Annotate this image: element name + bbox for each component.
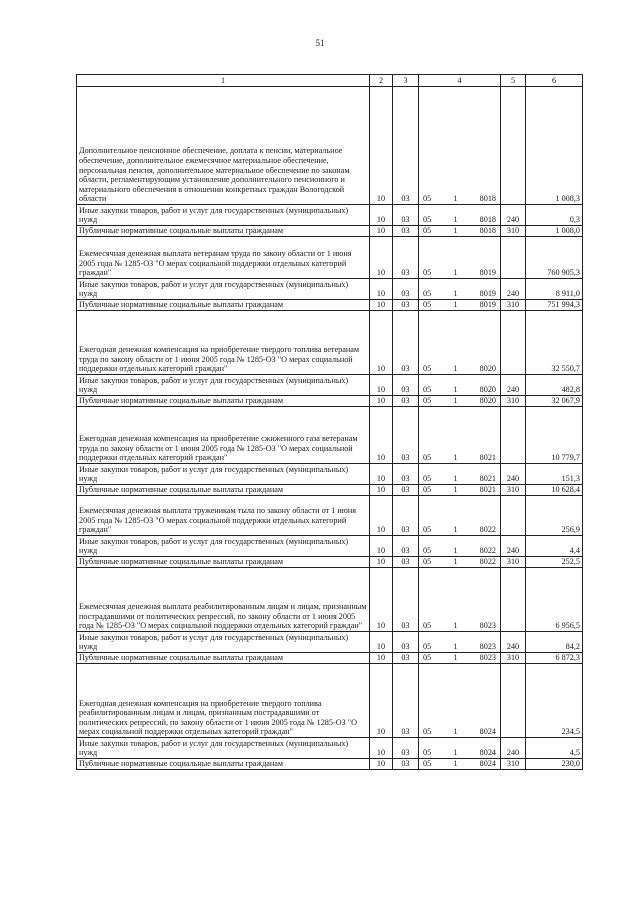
column-header: 5 [501,75,526,87]
row-subsection: 03 [393,407,419,464]
row-section: 10 [370,632,393,653]
article-code-part: 8024 [479,759,496,769]
article-code-part: 05 [423,474,432,484]
article-code-part: 1 [453,396,458,406]
row-article [419,536,501,557]
article-code-part: 1 [453,621,458,631]
row-section: 10 [370,311,393,375]
row-subsection: 03 [393,205,419,226]
row-expense-type [501,237,526,279]
row-name: Ежемесячная денежная выплата труженикам тыла по закону области от 1 июня 2005 года № 1285-ОЗ "О мерах социальной поддержки отдельных категорий граждан" [77,496,370,536]
row-amount: 84,2 [526,632,583,653]
article-code-part: 05 [423,485,432,495]
row-amount: 151,3 [526,464,583,485]
row-expense-type [501,87,526,205]
row-section: 10 [370,226,393,237]
row-expense-type: 240 [501,632,526,653]
row-expense-type: 240 [501,375,526,396]
row-article [419,87,501,205]
article-code-part: 8020 [479,385,496,395]
row-amount: 4,5 [526,738,583,759]
row-expense-type: 310 [501,759,526,770]
article-code-part: 05 [423,385,432,395]
table-row [77,87,583,205]
article-code-part: 05 [423,215,432,225]
table-row [77,485,583,496]
row-name: Иные закупки товаров, работ и услуг для государственных (муниципальных) нужд [77,375,370,396]
article-code-part: 1 [453,215,458,225]
article-code-part: 8021 [479,474,496,484]
row-article [419,464,501,485]
article-code-part: 05 [423,653,432,663]
row-section: 10 [370,568,393,632]
article-code-part: 8022 [479,557,496,567]
row-section: 10 [370,759,393,770]
row-subsection: 03 [393,536,419,557]
row-article [419,237,501,279]
article-code-part: 1 [453,289,458,299]
table-row [77,496,583,536]
article-code-part: 1 [453,727,458,737]
row-expense-type [501,311,526,375]
row-name: Иные закупки товаров, работ и услуг для государственных (муниципальных) нужд [77,205,370,226]
row-amount: 230,0 [526,759,583,770]
article-code-part: 1 [453,300,458,310]
article-code-part: 8023 [479,653,496,663]
row-amount: 32 550,7 [526,311,583,375]
budget-table [76,74,583,770]
row-name: Иные закупки товаров, работ и услуг для государственных (муниципальных) нужд [77,738,370,759]
article-code-part: 1 [453,759,458,769]
row-amount: 482,8 [526,375,583,396]
row-subsection: 03 [393,375,419,396]
row-amount: 32 067,9 [526,396,583,407]
row-expense-type [501,664,526,738]
row-section: 10 [370,496,393,536]
row-amount: 234,5 [526,664,583,738]
article-code-part: 05 [423,453,432,463]
article-code-part: 1 [453,748,458,758]
article-code-part: 8019 [479,300,496,310]
row-amount: 6 956,5 [526,568,583,632]
row-article [419,664,501,738]
row-amount: 252,5 [526,557,583,568]
row-expense-type: 310 [501,485,526,496]
article-code-part: 1 [453,525,458,535]
row-article [419,738,501,759]
row-subsection: 03 [393,496,419,536]
row-article [419,557,501,568]
row-section: 10 [370,396,393,407]
article-code-part: 8018 [479,215,496,225]
article-code-part: 8024 [479,727,496,737]
row-subsection: 03 [393,300,419,311]
row-name: Публичные нормативные социальные выплаты гражданам [77,396,370,407]
row-name: Ежегодная денежная компенсация на приобретение твердого топлива ветеранам труда по закону области от 1 июня 2005 года № 1285-ОЗ "О мерах социальной поддержки отдельных категорий граждан" [77,311,370,375]
article-code-part: 8021 [479,485,496,495]
row-subsection: 03 [393,653,419,664]
row-article [419,311,501,375]
article-code-part: 8023 [479,642,496,652]
row-expense-type: 240 [501,205,526,226]
article-code-part: 05 [423,748,432,758]
row-subsection: 03 [393,226,419,237]
article-code-part: 8024 [479,748,496,758]
row-name: Публичные нормативные социальные выплаты гражданам [77,226,370,237]
row-expense-type: 240 [501,464,526,485]
row-section: 10 [370,664,393,738]
article-code-part: 1 [453,194,458,204]
row-name: Публичные нормативные социальные выплаты гражданам [77,759,370,770]
row-expense-type: 240 [501,738,526,759]
table-header-row [77,75,583,87]
table-row [77,375,583,396]
article-code-part: 8019 [479,289,496,299]
row-name: Публичные нормативные социальные выплаты гражданам [77,653,370,664]
row-amount: 4,4 [526,536,583,557]
article-code-part: 8018 [479,194,496,204]
row-amount: 8 911,0 [526,279,583,300]
row-subsection: 03 [393,464,419,485]
row-subsection: 03 [393,485,419,496]
row-amount: 10 628,4 [526,485,583,496]
row-expense-type [501,496,526,536]
row-section: 10 [370,485,393,496]
row-amount: 760 905,3 [526,237,583,279]
column-header: 6 [526,75,583,87]
row-article [419,279,501,300]
row-expense-type: 310 [501,396,526,407]
row-section: 10 [370,205,393,226]
row-subsection: 03 [393,87,419,205]
table-row [77,396,583,407]
row-section: 10 [370,407,393,464]
row-amount: 6 872,3 [526,653,583,664]
row-amount: 1 008,3 [526,87,583,205]
column-header: 1 [77,75,370,87]
row-expense-type: 310 [501,557,526,568]
table-row [77,557,583,568]
table-row [77,279,583,300]
row-section: 10 [370,536,393,557]
row-expense-type: 310 [501,226,526,237]
row-name: Иные закупки товаров, работ и услуг для государственных (муниципальных) нужд [77,632,370,653]
table-row [77,300,583,311]
row-article [419,226,501,237]
row-name: Публичные нормативные социальные выплаты гражданам [77,485,370,496]
page-number: 51 [315,38,325,48]
article-code-part: 05 [423,557,432,567]
row-expense-type: 240 [501,536,526,557]
row-subsection: 03 [393,396,419,407]
row-article [419,496,501,536]
article-code-part: 05 [423,759,432,769]
row-name: Публичные нормативные социальные выплаты гражданам [77,300,370,311]
table-row [77,568,583,632]
row-article [419,300,501,311]
row-amount: 0,3 [526,205,583,226]
row-expense-type: 310 [501,653,526,664]
row-name: Ежегодная денежная компенсация на приобретение твердого топлива реабилитированным лицам и лицам, признанным пострадавшими от политических репрессий, по закону области от 1 июня 2005 года № 1285-ОЗ "О мерах социальной поддержки отдельных категорий граждан" [77,664,370,738]
row-section: 10 [370,375,393,396]
article-code-part: 1 [453,474,458,484]
article-code-part: 1 [453,485,458,495]
row-article [419,568,501,632]
article-code-part: 1 [453,226,458,236]
row-section: 10 [370,300,393,311]
article-code-part: 05 [423,364,432,374]
row-amount: 1 008,0 [526,226,583,237]
row-expense-type: 240 [501,279,526,300]
article-code-part: 1 [453,268,458,278]
row-article [419,396,501,407]
column-header: 2 [370,75,393,87]
row-article [419,653,501,664]
article-code-part: 1 [453,653,458,663]
row-name: Ежемесячная денежная выплата ветеранам труда по закону области от 1 июня 2005 года № 1285-ОЗ "О мерах социальной поддержки отдельных категорий граждан" [77,237,370,279]
table-row [77,464,583,485]
table-row [77,653,583,664]
article-code-part: 8020 [479,364,496,374]
table-row [77,311,583,375]
row-article [419,205,501,226]
article-code-part: 05 [423,525,432,535]
table-row [77,407,583,464]
article-code-part: 1 [453,642,458,652]
row-subsection: 03 [393,759,419,770]
article-code-part: 05 [423,268,432,278]
row-section: 10 [370,557,393,568]
article-code-part: 05 [423,727,432,737]
row-name: Ежегодная денежная компенсация на приобретение сжиженного газа ветеранам труда по закону области от 1 июня 2005 года № 1285-ОЗ "О мерах социальной поддержки отдельных категорий граждан" [77,407,370,464]
table-row [77,536,583,557]
article-code-part: 1 [453,364,458,374]
article-code-part: 05 [423,621,432,631]
article-code-part: 1 [453,546,458,556]
row-amount: 256,9 [526,496,583,536]
article-code-part: 05 [423,396,432,406]
table-row [77,205,583,226]
row-article [419,485,501,496]
row-subsection: 03 [393,664,419,738]
row-subsection: 03 [393,279,419,300]
column-header: 3 [393,75,419,87]
row-section: 10 [370,87,393,205]
article-code-part: 8022 [479,525,496,535]
row-name: Иные закупки товаров, работ и услуг для государственных (муниципальных) нужд [77,464,370,485]
row-subsection: 03 [393,632,419,653]
row-section: 10 [370,738,393,759]
row-name: Дополнительное пенсионное обеспечение, доплата к пенсии, материальное обеспечение, дополнительное ежемесячное материальное обеспечение, персональная пенсия, дополнительное материальное обеспечение по законам области, регламентирующим установление дополнительного пенсионного и материального обеспечения в отношении конкретных граждан Вологодской области [77,87,370,205]
row-section: 10 [370,464,393,485]
row-expense-type: 310 [501,300,526,311]
article-code-part: 8022 [479,546,496,556]
article-code-part: 05 [423,546,432,556]
row-article [419,632,501,653]
row-expense-type [501,407,526,464]
row-subsection: 03 [393,237,419,279]
row-name: Ежемесячная денежная выплата реабилитированным лицам и лицам, признанным пострадавшими от политических репрессий, по закону области от 1 июня 2005 года № 1285-ОЗ "О мерах социальной поддержки отдельных категорий граждан" [77,568,370,632]
table-row [77,759,583,770]
row-subsection: 03 [393,311,419,375]
article-code-part: 05 [423,194,432,204]
table-row [77,632,583,653]
article-code-part: 8020 [479,396,496,406]
article-code-part: 1 [453,385,458,395]
row-section: 10 [370,279,393,300]
article-code-part: 05 [423,226,432,236]
row-expense-type [501,568,526,632]
row-amount: 10 779,7 [526,407,583,464]
row-article [419,375,501,396]
article-code-part: 8023 [479,621,496,631]
column-header: 4 [419,75,501,87]
row-amount: 751 994,3 [526,300,583,311]
row-article [419,759,501,770]
article-code-part: 05 [423,300,432,310]
article-code-part: 8018 [479,226,496,236]
row-section: 10 [370,237,393,279]
table-row [77,237,583,279]
row-name: Публичные нормативные социальные выплаты гражданам [77,557,370,568]
row-subsection: 03 [393,568,419,632]
article-code-part: 1 [453,557,458,567]
table-row [77,738,583,759]
row-article [419,407,501,464]
row-section: 10 [370,653,393,664]
row-name: Иные закупки товаров, работ и услуг для государственных (муниципальных) нужд [77,279,370,300]
table-row [77,664,583,738]
article-code-part: 05 [423,642,432,652]
article-code-part: 05 [423,289,432,299]
row-name: Иные закупки товаров, работ и услуг для государственных (муниципальных) нужд [77,536,370,557]
row-subsection: 03 [393,738,419,759]
article-code-part: 1 [453,453,458,463]
row-subsection: 03 [393,557,419,568]
article-code-part: 8019 [479,268,496,278]
table-row [77,226,583,237]
article-code-part: 8021 [479,453,496,463]
